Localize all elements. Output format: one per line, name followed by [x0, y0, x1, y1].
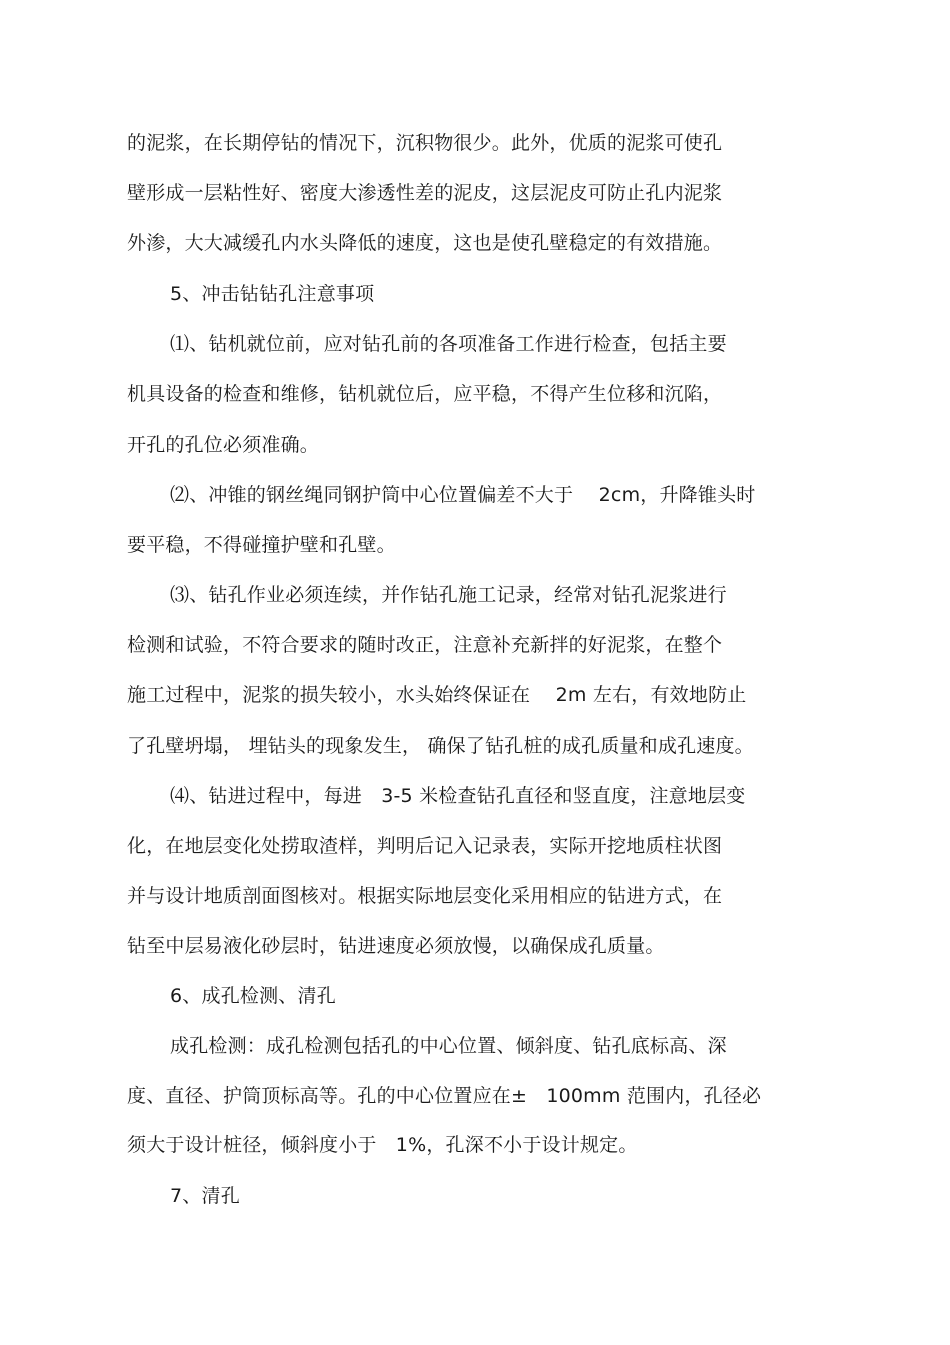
text-line: ⑵、冲锥的钢丝绳同钢护筒中心位置偏差不大于 2cm，升降锥头时 — [170, 484, 756, 506]
text-line: 施工过程中，泥浆的损失较小，水头始终保证在 2m 左右，有效地防止 — [127, 684, 747, 706]
text-line: 并与设计地质剖面图核对。根据实际地层变化采用相应的钻进方式，在 — [127, 885, 723, 907]
text-line: 须大于设计桩径，倾斜度小于 1%，孔深不小于设计规定。 — [127, 1134, 638, 1156]
text-line: ⑷、钻进过程中，每进 3-5 米检查钻孔直径和竖直度，注意地层变 — [170, 785, 746, 807]
text-line: 度、直径、护筒顶标高等。孔的中心位置应在± 100mm 范围内，孔径必 — [127, 1085, 762, 1107]
text-line: 钻至中层易液化砂层时，钻进速度必须放慢，以确保成孔质量。 — [127, 935, 665, 957]
text-line: 了孔壁坍塌， 埋钻头的现象发生， 确保了钻孔桩的成孔质量和成孔速度。 — [127, 735, 754, 757]
text-line: 开孔的孔位必须准确。 — [127, 434, 320, 456]
text-line: 机具设备的检查和维修，钻机就位后，应平稳，不得产生位移和沉陷， — [127, 383, 723, 405]
text-line: 要平稳，不得碰撞护壁和孔壁。 — [127, 534, 396, 556]
text-line: 检测和试验，不符合要求的随时改正，注意补充新拌的好泥浆，在整个 — [127, 634, 723, 656]
text-line: 成孔检测：成孔检测包括孔的中心位置、倾斜度、钻孔底标高、深 — [170, 1035, 727, 1057]
text-line: 壁形成一层粘性好、密度大渗透性差的泥皮，这层泥皮可防止孔内泥浆 — [127, 182, 723, 204]
section-heading: 6、成孔检测、清孔 — [170, 985, 336, 1007]
section-heading: 5、冲击钻钻孔注意事项 — [170, 283, 375, 305]
text-line: 的泥浆，在长期停钻的情况下，沉积物很少。此外，优质的泥浆可使孔 — [127, 132, 723, 154]
text-line: 外渗，大大减缓孔内水头降低的速度，这也是使孔壁稳定的有效措施。 — [127, 232, 723, 254]
section-heading: 7、清孔 — [170, 1185, 240, 1207]
text-line: ⑶、钻孔作业必须连续，并作钻孔施工记录，经常对钻孔泥浆进行 — [170, 584, 727, 606]
text-line: 化，在地层变化处捞取渣样，判明后记入记录表，实际开挖地质柱状图 — [127, 835, 723, 857]
text-line: ⑴、钻机就位前，应对钻孔前的各项准备工作进行检查，包括主要 — [170, 333, 727, 355]
